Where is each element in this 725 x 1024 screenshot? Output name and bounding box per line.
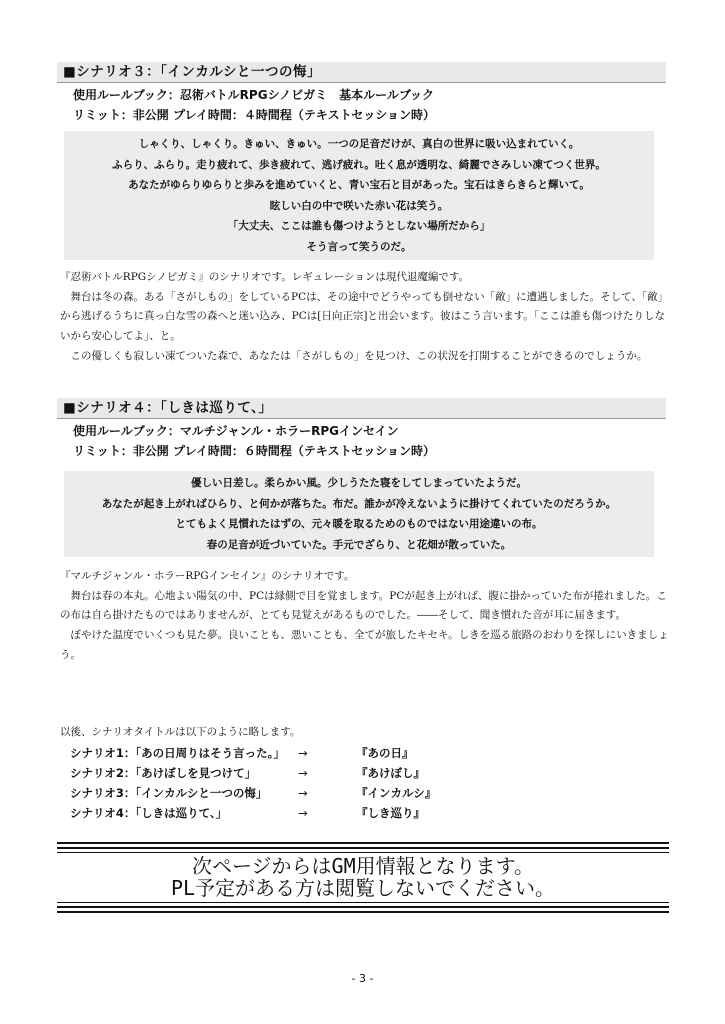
abbreviation-row bbox=[70, 764, 490, 783]
page-number: - 3 - bbox=[351, 972, 374, 985]
scenario4-description bbox=[60, 567, 670, 666]
full-title: シナリオ3：「インカルシと一つの悔」 bbox=[70, 786, 268, 800]
abbreviation-row bbox=[70, 784, 490, 803]
gm-warning-line1: 次ページからはGM用情報となります。 bbox=[191, 854, 535, 878]
scenario3-description bbox=[60, 268, 670, 367]
poem-line: とてもよく見慣れたはずの、元々暖を取るためのものではない用途違いの布。 bbox=[175, 518, 543, 530]
gm-warning-line2: PL予定がある方は閲覧しないでください。 bbox=[170, 876, 556, 900]
divider-top-3 bbox=[57, 852, 669, 853]
divider-top-2 bbox=[57, 847, 669, 849]
scenario4-limit: リミット：非公開 プレイ時間：６時間程（テキストセッション時） bbox=[73, 444, 436, 458]
divider-bottom-1 bbox=[57, 902, 669, 903]
scenario4-poem-box bbox=[64, 471, 654, 557]
paragraph: 『マルチジャンル・ホラーRPGインセイン』のシナリオです。 bbox=[60, 570, 355, 582]
poem-line: 優しい日差し。柔らかい風。少しうたた寝をしてしまっていたようだ。 bbox=[191, 477, 527, 489]
paragraph: 『忍術バトルRPGシノビガミ』のシナリオです。レギュレーションは現代退魔編です。 bbox=[60, 271, 470, 283]
short-title: 『しき巡り』 bbox=[356, 806, 425, 820]
full-title: シナリオ1：「あの日周りはそう言った。」 bbox=[70, 746, 285, 760]
poem-line: あなたがゆらりゆらりと歩みを進めていくと、青い宝石と目があった。宝石はきらきらと輝いて。 bbox=[128, 179, 590, 191]
full-title: シナリオ2：「あけぼしを見つけて」 bbox=[70, 766, 257, 780]
poem-line: そう言って笑うのだ。 bbox=[306, 240, 412, 253]
poem-line: 春の足音が近づいていた。手元でざらり、と花畑が散っていた。 bbox=[206, 538, 512, 551]
poem-line: 「大丈夫、ここは誰も傷つけようとしない場所だから」 bbox=[227, 220, 491, 232]
full-title: シナリオ4：「しきは巡りて、」 bbox=[70, 806, 228, 820]
short-title: 『あけぼし』 bbox=[356, 766, 425, 780]
scenario3-limit: リミット：非公開 プレイ時間：４時間程（テキストセッション時） bbox=[73, 108, 436, 122]
poem-line: あなたが起き上がればひらり、と何かが落ちた。布だ。誰かが冷えないように掛けてくれていたのだろうか。 bbox=[101, 497, 617, 510]
paragraph: 舞台は冬の森。ある「さがしもの」をしているPCは、その途中でどうやっても倒せない「敵」に遭遇しました。そして、「敵」から逃げるうちに真っ白な雪の森へと迷い込み、PCは[日向正宗]と出会います。彼はこう言います。「ここは誰も傷つけたりしないから安心してよ」、と。 bbox=[60, 290, 669, 343]
poem-line: 眩しい白の中で咲いた赤い花は笑う。 bbox=[269, 199, 449, 212]
scenario4-heading: ■シナリオ４：「しきは巡りて、」 bbox=[57, 398, 666, 419]
arrow-icon: → bbox=[298, 766, 308, 780]
poem-line: ふらり、ふらり。走り疲れて、歩き疲れて、逃げ疲れ。吐く息が透明な、綺麗でさみしい凍てつく世界。 bbox=[112, 158, 606, 171]
abbreviation-row bbox=[70, 744, 490, 763]
scenario3-poem-box bbox=[64, 131, 654, 260]
short-title: 『インカルシ』 bbox=[356, 786, 437, 800]
arrow-icon: → bbox=[298, 806, 308, 820]
short-title: 『あの日』 bbox=[356, 746, 414, 760]
divider-top-1 bbox=[57, 842, 669, 844]
scenario3-heading: ■シナリオ３：「インカルシと一つの悔」 bbox=[57, 62, 666, 83]
poem-line: しゃくり、しゃくり。きゅい、きゅい。一つの足音だけが、真白の世界に吸い込まれていく。 bbox=[138, 138, 580, 150]
arrow-icon: → bbox=[298, 786, 308, 800]
paragraph: 舞台は春の本丸。心地よい陽気の中、PCは縁側で目を覚まします。PCが起き上がれば、腹に掛かっていた布が捲れました。この布は自ら掛けたものではありませんが、とても見覚えがあるものでした。――そして、聞き慣れた音が耳に届きます。 bbox=[60, 589, 667, 622]
scenario4-rulebook: 使用ルールブック：マルチジャンル・ホラーRPGインセイン bbox=[73, 424, 399, 438]
paragraph: ぼやけた温度でいくつも見た夢。良いことも、悪いことも、全てが旅したキセキ。しきを巡る旅路のおわりを探しにいきましょう。 bbox=[60, 629, 669, 661]
divider-bottom-3 bbox=[57, 911, 669, 913]
arrow-icon: → bbox=[298, 746, 308, 760]
divider-bottom-2 bbox=[57, 906, 669, 908]
scenario3-rulebook: 使用ルールブック：忍術バトルRPGシノビガミ 基本ルールブック bbox=[73, 88, 435, 102]
paragraph: この優しくも寂しい凍てついた森で、あなたは「さがしもの」を見つけ、この状況を打開することができるのでしょうか。 bbox=[70, 349, 648, 362]
abbreviation-row bbox=[70, 804, 490, 823]
abbreviation-intro: 以後、シナリオタイトルは以下のように略します。 bbox=[60, 726, 301, 738]
